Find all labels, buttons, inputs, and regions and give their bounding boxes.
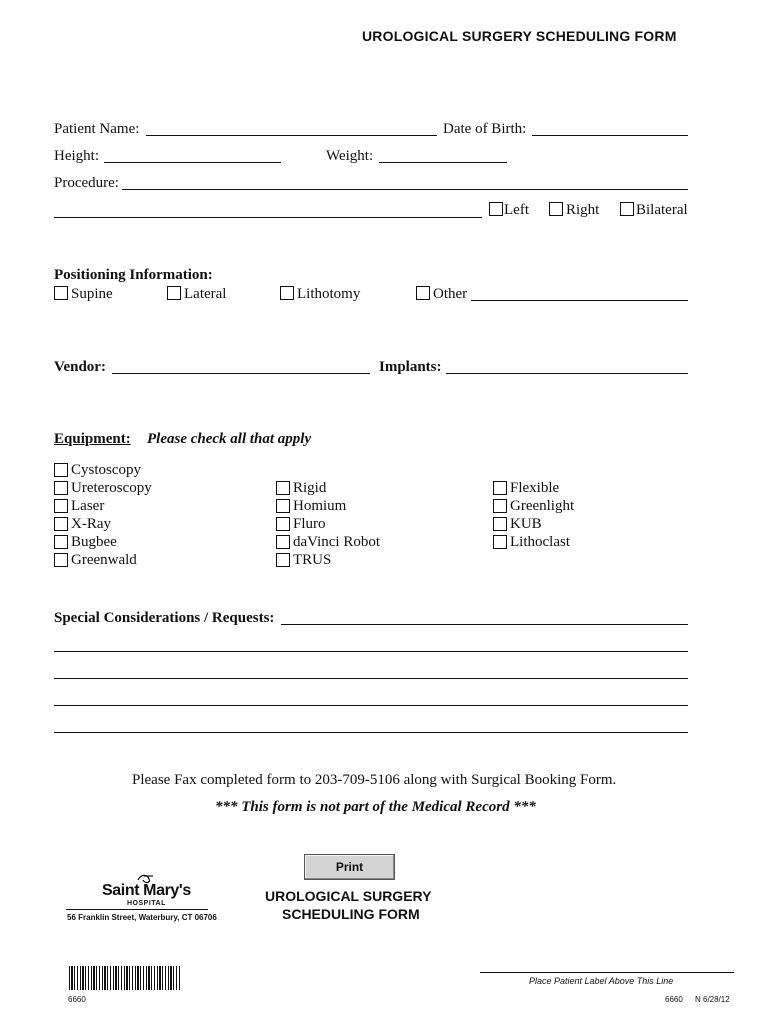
page-title: UROLOGICAL SURGERY SCHEDULING FORM bbox=[362, 28, 677, 44]
equipment-item-label: daVinci Robot bbox=[293, 534, 381, 550]
special-considerations-line[interactable] bbox=[54, 732, 688, 733]
supine-label: Supine bbox=[71, 286, 113, 302]
special-considerations-field[interactable] bbox=[281, 624, 688, 625]
side-left-checkbox[interactable] bbox=[489, 202, 503, 216]
equipment-instruction: Please check all that apply bbox=[147, 431, 312, 447]
hospital-name: Saint Mary's bbox=[102, 882, 191, 899]
vendor-label: Vendor: bbox=[54, 359, 106, 375]
height-label: Height: bbox=[54, 148, 99, 164]
side-bilateral-label: Bilateral bbox=[636, 202, 688, 218]
equipment-item-label: Flexible bbox=[510, 480, 560, 496]
equipment-checkbox[interactable] bbox=[276, 535, 290, 549]
fax-note: Please Fax completed form to 203-709-5106 along with Surgical Booking Form. bbox=[132, 772, 617, 788]
other-field[interactable] bbox=[471, 300, 688, 301]
special-considerations-line[interactable] bbox=[54, 651, 688, 652]
logo-divider bbox=[66, 909, 208, 910]
equipment-checkbox[interactable] bbox=[493, 535, 507, 549]
equipment-checkbox[interactable] bbox=[493, 499, 507, 513]
equipment-checkbox[interactable] bbox=[54, 481, 68, 495]
equipment-checkbox[interactable] bbox=[493, 517, 507, 531]
equipment-checkbox[interactable] bbox=[54, 517, 68, 531]
equipment-item-label: Homium bbox=[293, 498, 347, 514]
revision-number: 6660 bbox=[665, 995, 683, 1004]
vendor-field[interactable] bbox=[112, 373, 370, 374]
lateral-checkbox[interactable] bbox=[167, 286, 181, 300]
equipment-item-label: Bugbee bbox=[71, 534, 117, 550]
procedure-field[interactable] bbox=[122, 189, 688, 190]
equipment-item-label: Lithoclast bbox=[510, 534, 570, 550]
equipment-item-label: Rigid bbox=[293, 480, 327, 496]
patient-name-label: Patient Name: bbox=[54, 121, 140, 137]
equipment-checkbox[interactable] bbox=[54, 463, 68, 477]
side-bilateral-checkbox[interactable] bbox=[620, 202, 634, 216]
equipment-checkbox[interactable] bbox=[276, 517, 290, 531]
side-right-checkbox[interactable] bbox=[549, 202, 563, 216]
weight-field[interactable] bbox=[379, 162, 507, 163]
lateral-label: Lateral bbox=[184, 286, 227, 302]
revision-date: N 6/28/12 bbox=[695, 995, 730, 1004]
side-right-label: Right bbox=[566, 202, 600, 218]
procedure-field-line2[interactable] bbox=[54, 217, 482, 218]
footer-form-title-line1: UROLOGICAL SURGERY bbox=[265, 888, 432, 904]
other-label: Other bbox=[433, 286, 468, 302]
patient-name-field[interactable] bbox=[146, 135, 437, 136]
hospital-address: 56 Franklin Street, Waterbury, CT 06706 bbox=[67, 913, 217, 922]
barcode-number: 6660 bbox=[68, 995, 86, 1004]
supine-checkbox[interactable] bbox=[54, 286, 68, 300]
equipment-item-label: Greenlight bbox=[510, 498, 575, 514]
equipment-item-label: KUB bbox=[510, 516, 542, 532]
positioning-heading: Positioning Information: bbox=[54, 267, 213, 283]
special-considerations-label: Special Considerations / Requests: bbox=[54, 610, 275, 626]
equipment-checkbox[interactable] bbox=[276, 481, 290, 495]
equipment-item-label: Ureteroscopy bbox=[71, 480, 152, 496]
equipment-checkbox[interactable] bbox=[54, 499, 68, 513]
footer-form-title-line2: SCHEDULING FORM bbox=[282, 906, 420, 922]
equipment-checkbox[interactable] bbox=[54, 553, 68, 567]
equipment-item-label: Cystoscopy bbox=[71, 462, 142, 478]
patient-label-line bbox=[480, 972, 734, 973]
barcode bbox=[69, 966, 181, 990]
equipment-item-label: Fluro bbox=[293, 516, 326, 532]
lithotomy-checkbox[interactable] bbox=[280, 286, 294, 300]
height-field[interactable] bbox=[104, 162, 281, 163]
equipment-item-label: Greenwald bbox=[71, 552, 137, 568]
equipment-checkbox[interactable] bbox=[276, 499, 290, 513]
equipment-checkbox[interactable] bbox=[54, 535, 68, 549]
implants-field[interactable] bbox=[446, 373, 688, 374]
equipment-heading: Equipment: bbox=[54, 431, 131, 447]
equipment-item-label: TRUS bbox=[293, 552, 332, 568]
equipment-checkbox[interactable] bbox=[276, 553, 290, 567]
equipment-item-label: X-Ray bbox=[71, 516, 111, 532]
special-considerations-line[interactable] bbox=[54, 705, 688, 706]
equipment-item-label: Laser bbox=[71, 498, 105, 514]
side-left-label: Left bbox=[504, 202, 529, 218]
weight-label: Weight: bbox=[326, 148, 374, 164]
print-button[interactable]: Print bbox=[304, 854, 395, 880]
procedure-label: Procedure: bbox=[54, 175, 119, 191]
patient-label-note: Place Patient Label Above This Line bbox=[529, 976, 674, 986]
equipment-checkbox[interactable] bbox=[493, 481, 507, 495]
implants-label: Implants: bbox=[379, 359, 442, 375]
dob-field[interactable] bbox=[532, 135, 688, 136]
dob-label: Date of Birth: bbox=[443, 121, 527, 137]
hospital-sub: HOSPITAL bbox=[127, 900, 166, 907]
other-checkbox[interactable] bbox=[416, 286, 430, 300]
special-considerations-line[interactable] bbox=[54, 678, 688, 679]
lithotomy-label: Lithotomy bbox=[297, 286, 361, 302]
medical-record-note: *** This form is not part of the Medical Record *** bbox=[215, 799, 536, 815]
